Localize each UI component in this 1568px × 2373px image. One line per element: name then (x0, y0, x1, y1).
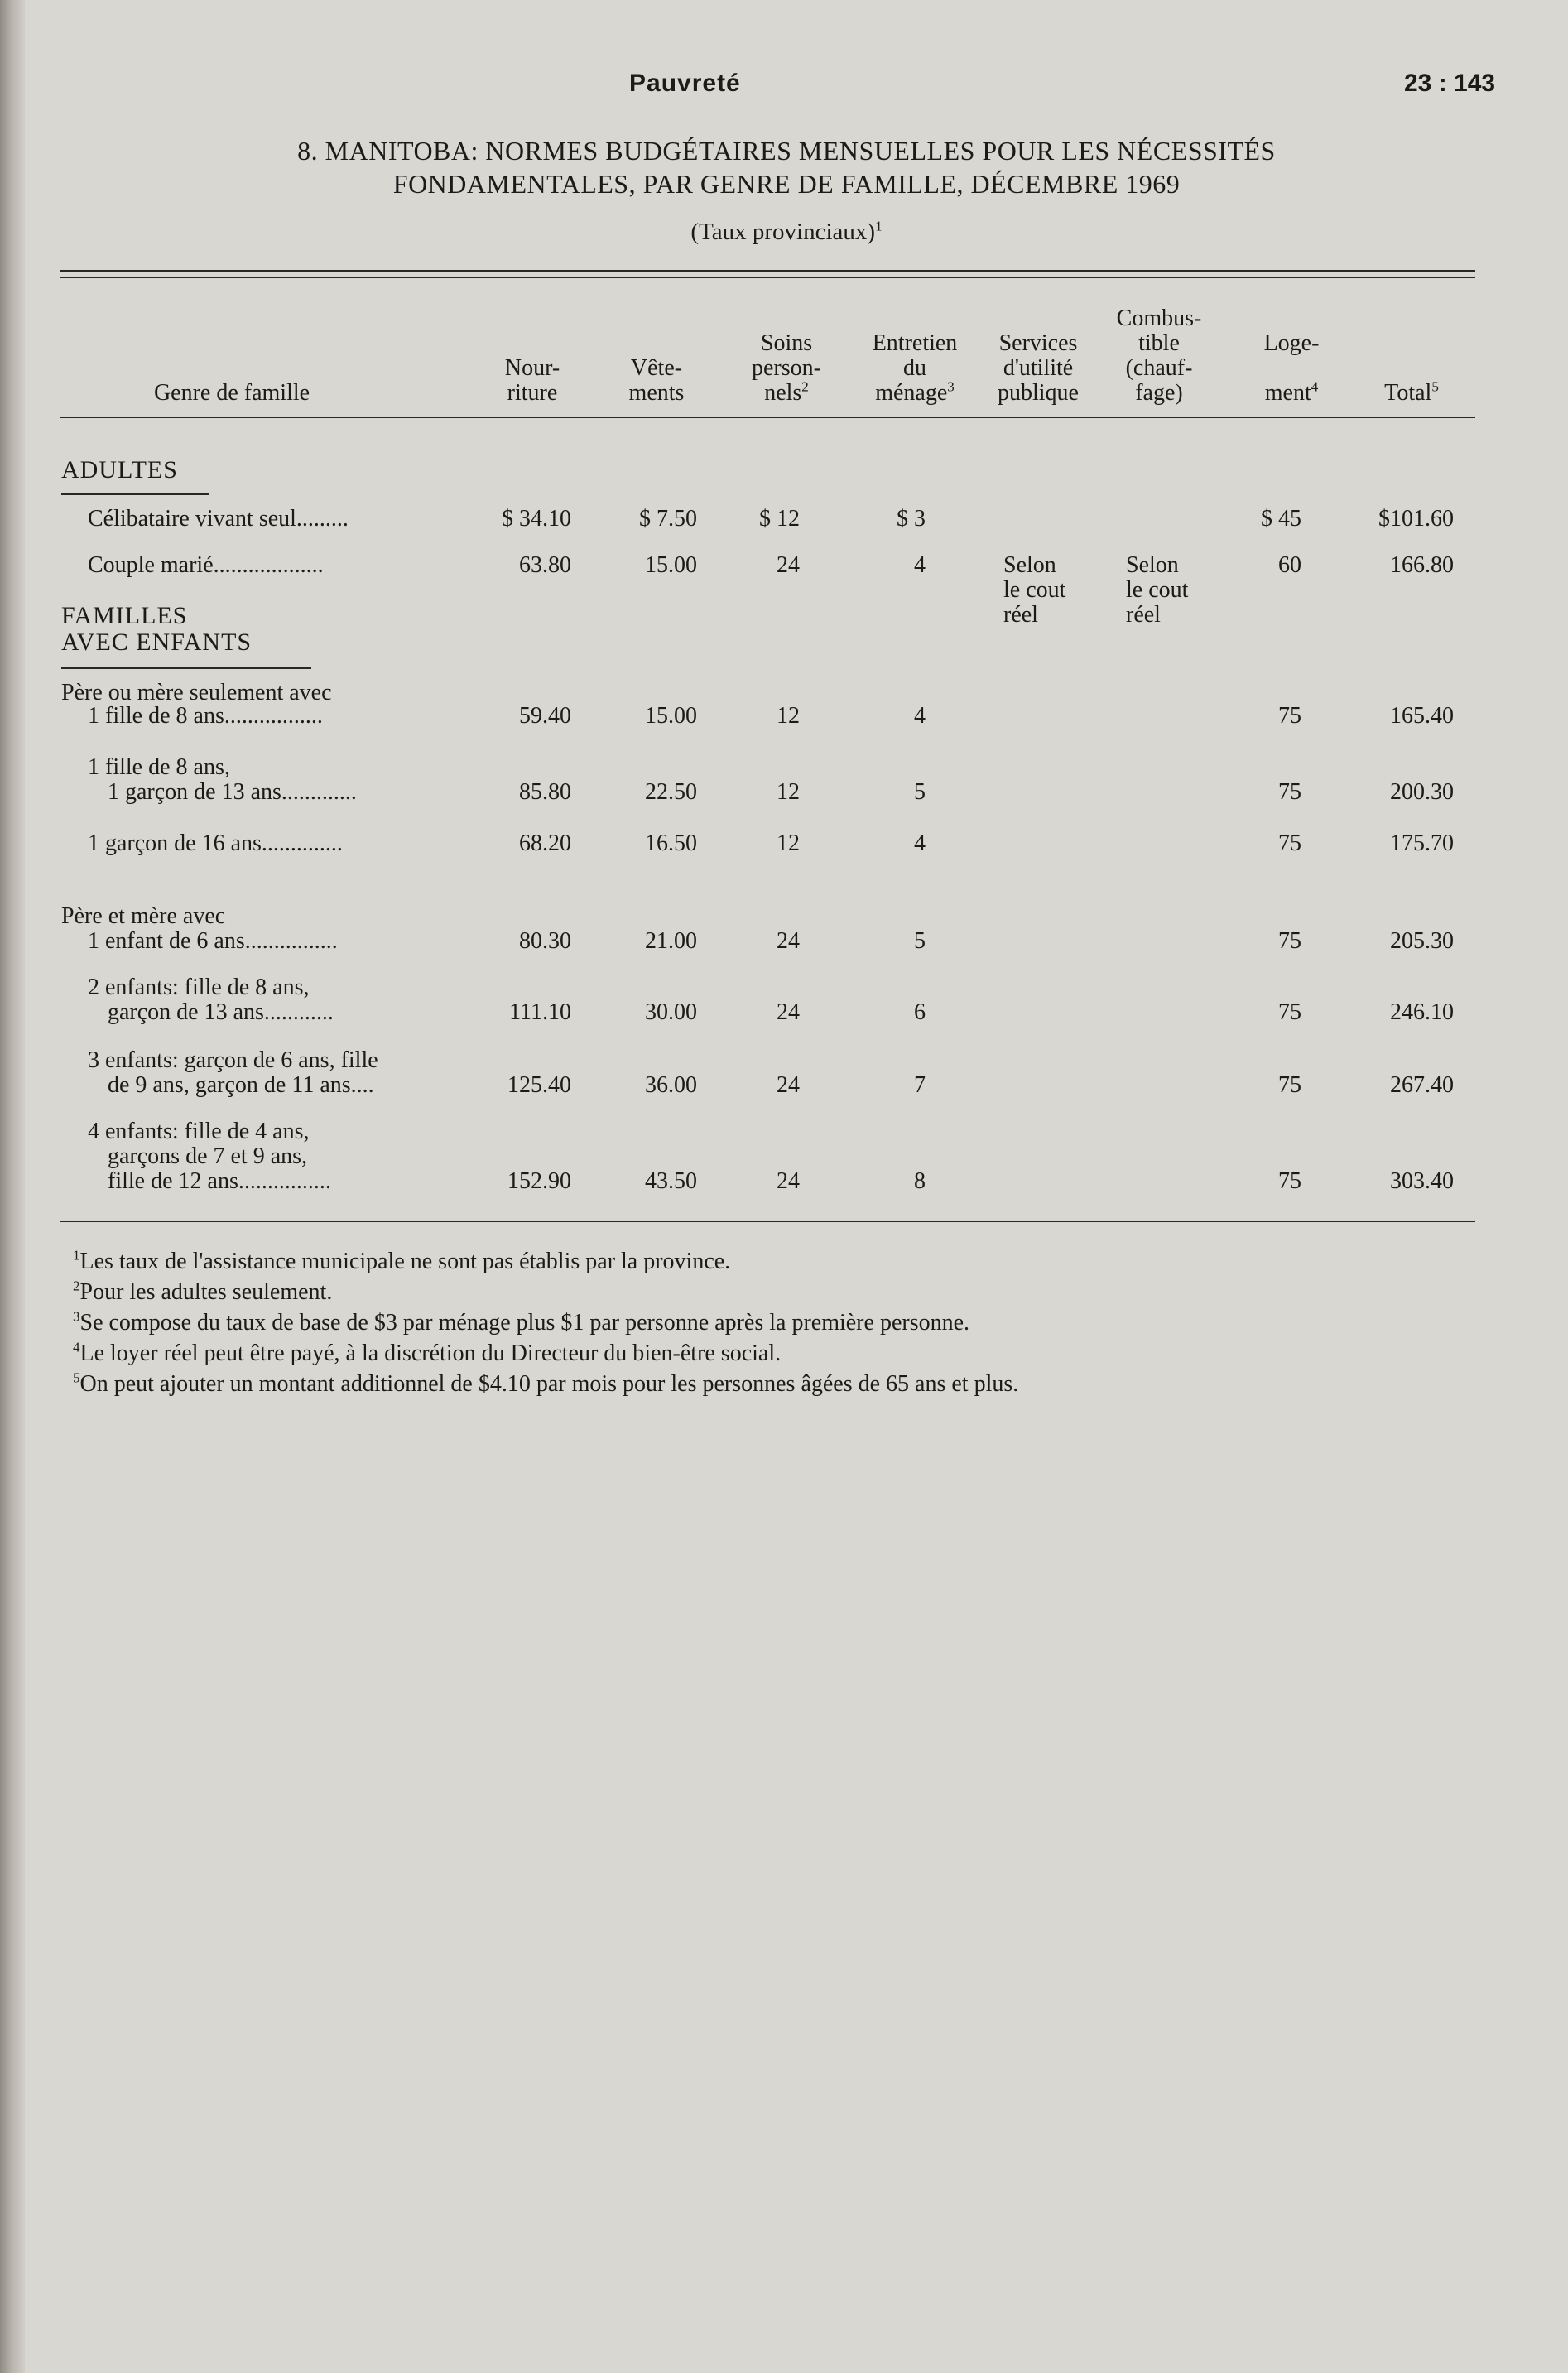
page-number: 23 : 143 (1404, 70, 1496, 97)
subtitle-note: 1 (875, 218, 883, 234)
running-header-title: Pauvreté (629, 70, 741, 97)
cell-logement: 60 (1278, 552, 1301, 578)
cell-logement: $ 45 (1261, 506, 1301, 532)
col-vetements-l2: ments (628, 380, 685, 406)
subtitle-text: (Taux provinciaux) (690, 219, 876, 245)
group-pere-et-mere: Père et mère avec (61, 903, 226, 929)
combustible-selon-l2: le cout (1126, 577, 1189, 603)
row-label-line: 3 enfants: garçon de 6 ans, fille (88, 1047, 378, 1073)
cell-nourriture: 111.10 (509, 999, 571, 1025)
col-vetements-l1: Vête- (630, 355, 683, 381)
cell-entretien: 8 (914, 1168, 926, 1194)
row-label (88, 704, 323, 729)
col-soins-l3: nels (764, 380, 802, 406)
col-entretien-note: 3 (947, 378, 955, 395)
cell-total: 166.80 (1390, 552, 1454, 578)
col-entretien-l2: du (903, 355, 926, 381)
row-label-line: fille de 12 ans................ (108, 1168, 331, 1194)
col-services-l3: publique (998, 380, 1079, 406)
footnote-1-number: 1 (73, 1247, 80, 1264)
cell-logement: 75 (1278, 999, 1301, 1025)
footnote-2-number: 2 (73, 1278, 80, 1294)
cell-total: 175.70 (1390, 830, 1454, 856)
col-combustible-header (1101, 306, 1217, 406)
row-label (88, 1048, 378, 1098)
col-soins-l2: person- (752, 355, 821, 381)
col-soins-header (729, 331, 844, 406)
footnote-5-text: On peut ajouter un montant additionnel de $4.10 par mois pour les personnes âgées de 65 ans et plus. (79, 1371, 1019, 1397)
row-label-line: garçons de 7 et 9 ans, (108, 1143, 308, 1169)
cell-entretien: $ 3 (897, 506, 926, 532)
cell-soins: 24 (777, 928, 800, 954)
row-label-line: 1 enfant de 6 ans................ (88, 928, 338, 954)
cell-soins: 12 (777, 779, 800, 805)
row-label-line: Couple marié................... (88, 552, 324, 578)
col-nourriture-l1: Nour- (504, 355, 560, 381)
col-genre-header (124, 381, 339, 406)
cell-vetements: 22.50 (645, 779, 697, 805)
combustible-selon-cout-reel (1126, 553, 1188, 628)
cell-vetements: 43.50 (645, 1168, 697, 1194)
cell-entretien: 4 (914, 830, 926, 856)
cell-total: 205.30 (1390, 928, 1454, 954)
cell-soins: 24 (777, 552, 800, 578)
col-combustible-l2: tible (1138, 330, 1180, 356)
section-adultes: ADULTES (61, 456, 178, 484)
section-adultes-rule (61, 493, 209, 495)
cell-logement: 75 (1278, 1168, 1301, 1194)
section-familles-l2: AVEC ENFANTS (61, 628, 253, 656)
col-entretien-l1: Entretien (872, 330, 958, 356)
services-selon-l1: Selon (1003, 552, 1056, 578)
cell-logement: 75 (1278, 703, 1301, 729)
row-label (88, 553, 324, 578)
cell-vetements: 36.00 (645, 1072, 697, 1098)
row-label (88, 507, 349, 532)
col-entretien-l3: ménage (875, 380, 948, 406)
col-soins-l1: Soins (760, 330, 813, 356)
row-label (88, 929, 338, 954)
cell-nourriture: 152.90 (507, 1168, 571, 1194)
cell-logement: 75 (1278, 779, 1301, 805)
cell-nourriture: 85.80 (519, 779, 571, 805)
table-top-rule-2 (60, 277, 1475, 278)
col-total-header (1358, 378, 1465, 406)
cell-nourriture: 68.20 (519, 830, 571, 856)
cell-vetements: 15.00 (645, 703, 697, 729)
col-total-label: Total (1384, 380, 1432, 406)
footnote-1 (73, 1246, 1480, 1277)
cell-vetements: $ 7.50 (639, 506, 697, 532)
col-logement-l1: Loge- (1263, 330, 1320, 356)
row-label (88, 755, 357, 805)
table-top-rule (60, 270, 1475, 272)
col-services-l2: d'utilité (1003, 355, 1074, 381)
col-services-header (980, 331, 1096, 406)
col-services-l1: Services (998, 330, 1078, 356)
cell-total: 267.40 (1390, 1072, 1454, 1098)
cell-soins: 24 (777, 999, 800, 1025)
row-label (88, 1119, 331, 1194)
cell-logement: 75 (1278, 830, 1301, 856)
row-label-line: 1 fille de 8 ans................. (88, 703, 323, 729)
footnote-2 (73, 1277, 1480, 1307)
cell-entretien: 4 (914, 552, 926, 578)
combustible-selon-l3: réel (1126, 602, 1161, 628)
table-title-line-1: 8. MANITOBA: NORMES BUDGÉTAIRES MENSUELLES POUR LES NÉCESSITÉS (297, 136, 1276, 166)
table-title (166, 134, 1407, 200)
row-label (88, 831, 343, 856)
col-genre-label: Genre de famille (153, 380, 310, 406)
table-title-line-2: FONDAMENTALES, PAR GENRE DE FAMILLE, DÉCEMBRE 1969 (392, 169, 1181, 199)
row-label-line: garçon de 13 ans............ (108, 999, 334, 1025)
col-logement-note: 4 (1311, 378, 1319, 395)
col-nourriture-header (479, 356, 586, 406)
header-bottom-rule (60, 417, 1475, 418)
col-combustible-l1: Combus- (1116, 306, 1202, 331)
row-label-line: 1 garçon de 16 ans.............. (88, 830, 343, 856)
cell-nourriture: 63.80 (519, 552, 571, 578)
cell-soins: 24 (777, 1168, 800, 1194)
cell-entretien: 6 (914, 999, 926, 1025)
col-combustible-l4: fage) (1135, 380, 1183, 406)
services-selon-cout-reel (1003, 553, 1065, 628)
col-logement-header (1234, 331, 1349, 406)
table-subtitle (166, 219, 1407, 246)
footnote-4-text: Le loyer réel peut être payé, à la discrétion du Directeur du bien-être social. (79, 1341, 782, 1366)
cell-total: 246.10 (1390, 999, 1454, 1025)
cell-nourriture: $ 34.10 (502, 506, 571, 532)
cell-total: 200.30 (1390, 779, 1454, 805)
cell-entretien: 5 (914, 779, 926, 805)
cell-total: 303.40 (1390, 1168, 1454, 1194)
services-selon-l3: réel (1003, 602, 1038, 628)
cell-nourriture: 59.40 (519, 703, 571, 729)
section-familles-l1: FAMILLES (61, 602, 188, 629)
row-label-line: 1 fille de 8 ans, (88, 754, 230, 780)
row-label-line: 4 enfants: fille de 4 ans, (88, 1119, 310, 1144)
section-familles-rule (61, 667, 311, 669)
cell-nourriture: 125.40 (507, 1072, 571, 1098)
services-selon-l2: le cout (1003, 577, 1066, 603)
table-bottom-rule (60, 1221, 1475, 1222)
row-label-line: Célibataire vivant seul......... (88, 506, 349, 532)
row-label-line: 1 garçon de 13 ans............. (108, 779, 357, 805)
row-label-line: 2 enfants: fille de 8 ans, (88, 975, 310, 1000)
footnote-4 (73, 1338, 1480, 1369)
footnote-1-text: Les taux de l'assistance municipale ne sont pas établis par la province. (79, 1249, 731, 1274)
cell-nourriture: 80.30 (519, 928, 571, 954)
cell-total: $101.60 (1378, 506, 1454, 532)
col-total-note: 5 (1431, 378, 1439, 395)
row-label-line: de 9 ans, garçon de 11 ans.... (108, 1072, 374, 1098)
footnotes (73, 1246, 1480, 1399)
footnote-3-number: 3 (73, 1308, 80, 1325)
cell-soins: $ 12 (759, 506, 800, 532)
col-nourriture-l2: riture (507, 380, 558, 406)
row-label (88, 975, 334, 1025)
col-soins-note: 2 (801, 378, 809, 395)
cell-soins: 12 (777, 703, 800, 729)
footnote-5-number: 5 (73, 1369, 80, 1386)
cell-vetements: 30.00 (645, 999, 697, 1025)
cell-vetements: 21.00 (645, 928, 697, 954)
col-combustible-l3: (chauf- (1125, 355, 1193, 381)
cell-soins: 12 (777, 830, 800, 856)
footnote-4-number: 4 (73, 1339, 80, 1355)
cell-vetements: 15.00 (645, 552, 697, 578)
cell-soins: 24 (777, 1072, 800, 1098)
cell-logement: 75 (1278, 928, 1301, 954)
cell-entretien: 4 (914, 703, 926, 729)
cell-total: 165.40 (1390, 703, 1454, 729)
section-familles (61, 603, 252, 656)
col-logement-l2: ment (1264, 380, 1311, 406)
footnote-3-text: Se compose du taux de base de $3 par ménage plus $1 par personne après la première personne. (79, 1310, 970, 1336)
col-vetements-header (603, 356, 710, 406)
cell-entretien: 5 (914, 928, 926, 954)
col-entretien-header (853, 331, 977, 406)
cell-entretien: 7 (914, 1072, 926, 1098)
footnote-5 (73, 1369, 1480, 1399)
group-pere-ou-mere: Père ou mère seulement avec (61, 680, 332, 705)
combustible-selon-l1: Selon (1126, 552, 1179, 578)
footnote-3 (73, 1307, 1480, 1338)
cell-vetements: 16.50 (645, 830, 697, 856)
footnote-2-text: Pour les adultes seulement. (79, 1279, 333, 1305)
cell-logement: 75 (1278, 1072, 1301, 1098)
